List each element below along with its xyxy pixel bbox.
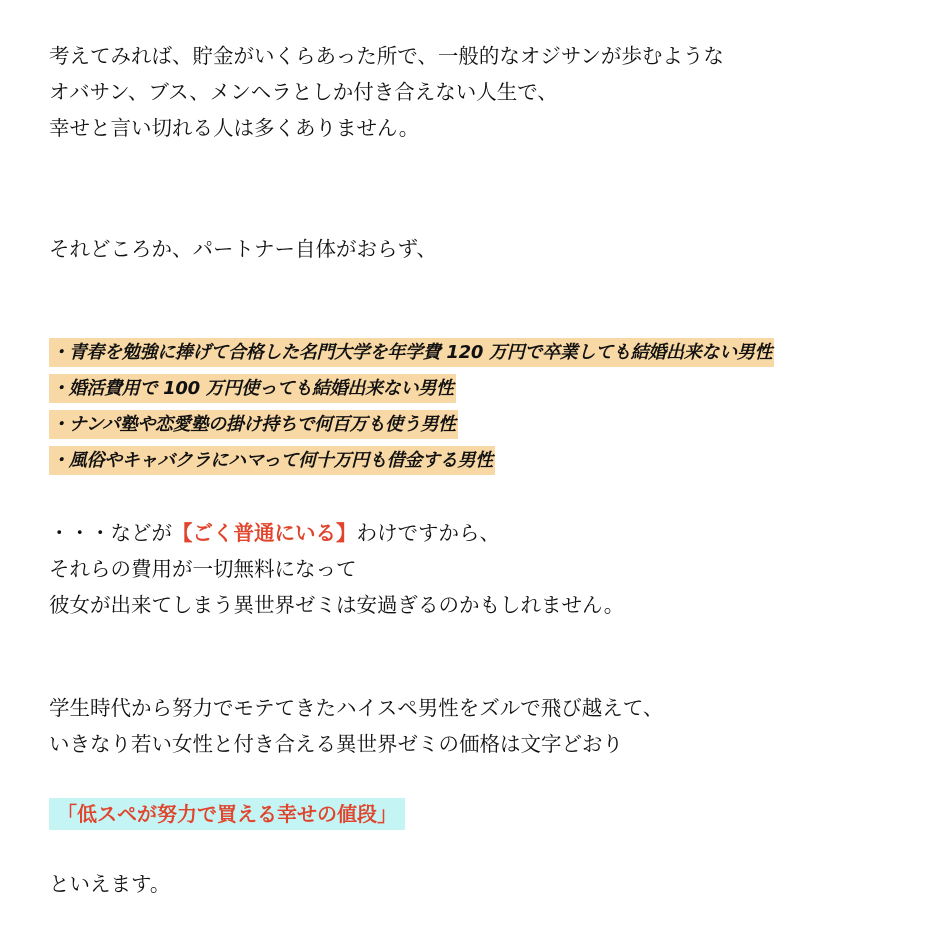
paragraph-closing <box>49 866 909 902</box>
article-body <box>49 38 909 902</box>
text-fragment: ・・・などが <box>49 521 172 545</box>
spacer <box>49 623 909 690</box>
bullet-item <box>49 407 909 443</box>
spacer <box>49 762 909 798</box>
spacer <box>49 479 909 515</box>
bullet-list <box>49 335 909 479</box>
emphasis-text: 【ごく普通にいる】 <box>172 521 357 545</box>
text-line: それらの費用が一切無料になって <box>49 557 357 581</box>
text-line: オバサン、ブス、メンヘラとしか付き合えない人生で、 <box>49 80 558 104</box>
text-line: いきなり若い女性と付き合える異世界ゼミの価格は文字どおり <box>49 732 623 756</box>
spacer <box>49 267 909 335</box>
paragraph-price <box>49 690 909 762</box>
text-line <box>49 515 909 551</box>
bullet-highlight-text: ・風俗やキャバクラにハマって何十万円も借金する男性 <box>49 446 495 475</box>
callout-highlight: 「低スペが努力で買える幸せの値段」 <box>49 798 405 830</box>
text-line: 幸せと言い切れる人は多くありません。 <box>49 116 420 140</box>
text-line: それどころか、パートナー自体がおらず、 <box>49 237 437 261</box>
bullet-highlight-text: ・青春を勉強に捧げて合格した名門大学を年学費 120 万円で卒業しても結婚出来ない男性 <box>49 338 774 367</box>
text-line: といえます。 <box>49 872 171 896</box>
text-line: 考えてみれば、貯金がいくらあった所で、一般的なオジサンが歩むような <box>49 44 724 68</box>
text-line: 彼女が出来てしまう異世界ゼミは安過ぎるのかもしれません。 <box>49 593 625 617</box>
bullet-highlight-text: ・婚活費用で 100 万円使っても結婚出来ない男性 <box>49 374 456 403</box>
text-line: 学生時代から努力でモテてきたハイスペ男性をズルで飛び越えて、 <box>49 696 664 720</box>
spacer <box>49 830 909 866</box>
callout-row <box>49 798 909 830</box>
bullet-highlight-text: ・ナンパ塾や恋愛塾の掛け持ちで何百万も使う男性 <box>49 410 458 439</box>
paragraph-savings <box>49 38 909 146</box>
paragraph-common <box>49 515 909 623</box>
paragraph-no-partner <box>49 231 909 267</box>
spacer <box>49 146 909 231</box>
text-fragment: わけですから、 <box>356 521 500 545</box>
bullet-item <box>49 371 909 407</box>
bullet-item <box>49 335 909 371</box>
bullet-item <box>49 443 909 479</box>
